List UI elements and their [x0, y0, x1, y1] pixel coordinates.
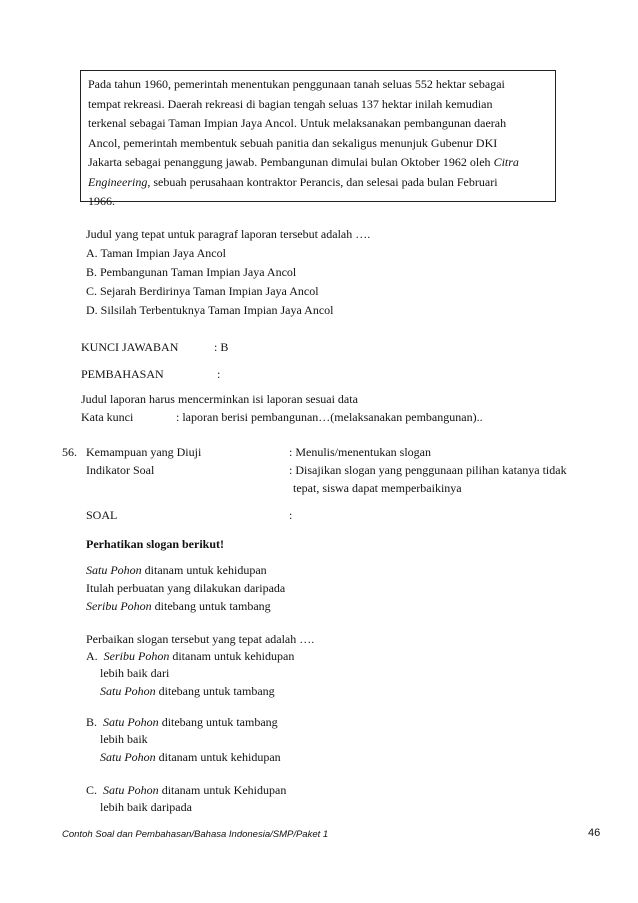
- discussion-value: :: [217, 367, 221, 381]
- q56-number: 56.: [62, 445, 77, 459]
- keyword-value: : laporan berisi pembangunan…(melaksanakan pembangunan)..: [176, 410, 483, 424]
- slogan-line-1: [86, 562, 267, 579]
- option-c-line-2: lebih baik daripada: [100, 800, 192, 814]
- page-number: 46: [588, 827, 601, 839]
- slogan-line-3-text: ditebang untuk tambang: [151, 599, 271, 613]
- option-c-prefix: C.: [86, 783, 104, 797]
- q55-option-b: B. Pembangunan Taman Impian Jaya Ancol: [86, 265, 297, 279]
- passage-line-5: [88, 153, 549, 173]
- slogan-line-1-text: ditanam untuk kehidupan: [141, 563, 267, 577]
- slogan-line-3-italic: Seribu Pohon: [86, 599, 152, 613]
- option-b-line-2: lebih baik: [100, 732, 148, 746]
- ability-label: Kemampuan yang Diuji: [86, 445, 202, 459]
- option-b-line-3: [100, 749, 281, 766]
- option-a-line-1-italic: Seribu Pohon: [103, 649, 170, 663]
- passage-line-6-text: , sebuah perusahaan kontraktor Perancis, dan selesai pada bulan Februari: [147, 174, 498, 189]
- answer-key-value: : B: [214, 340, 229, 354]
- passage-line-6-italic: Engineering: [88, 174, 148, 189]
- ability-value: : Menulis/menentukan slogan: [289, 445, 431, 459]
- passage-line-7: 1966.: [88, 194, 115, 208]
- option-a-line-3-text: ditebang untuk tambang: [155, 684, 275, 698]
- soal-label: SOAL: [86, 508, 118, 522]
- q56-question: Perbaikan slogan tersebut yang tepat adalah ….: [86, 632, 315, 646]
- soal-value: :: [289, 508, 293, 522]
- passage-line-5-italic: Citra: [493, 155, 519, 169]
- slogan-line-3: [86, 598, 271, 615]
- passage-line-3: terkenal sebagai Taman Impian Jaya Ancol. Untuk melaksanakan pembangunan daerah: [88, 116, 507, 130]
- passage-line-4: Ancol, pemerintah membentuk sebuah panitia dan sekaligus menunjuk Gubenur DKI: [88, 135, 498, 150]
- q55-option-c: C. Sejarah Berdirinya Taman Impian Jaya Ancol: [86, 284, 319, 298]
- passage-line-6: [88, 173, 549, 193]
- footer-title: Contoh Soal dan Pembahasan/Bahasa Indonesia/SMP/Paket 1: [62, 829, 329, 840]
- option-a-line-1-text: ditanam untuk kehidupan: [169, 649, 295, 663]
- option-b-line-3-italic: Satu Pohon: [100, 750, 156, 764]
- option-a-line-2: lebih baik dari: [100, 666, 170, 680]
- q56-instruction: Perhatikan slogan berikut!: [86, 537, 225, 551]
- indicator-label: Indikator Soal: [86, 463, 155, 477]
- slogan-line-1-italic: Satu Pohon: [86, 563, 142, 577]
- option-a-line-1: [86, 648, 294, 665]
- reading-passage-box: [80, 70, 556, 208]
- q55-question: Judul yang tepat untuk paragraf laporan tersebut adalah ….: [86, 227, 371, 241]
- discussion-text: Judul laporan harus mencerminkan isi laporan sesuai data: [81, 392, 358, 406]
- indicator-value-2: tepat, siswa dapat memperbaikinya: [293, 481, 462, 495]
- option-b-line-1-italic: Satu Pohon: [103, 715, 159, 729]
- q55-option-a: A. Taman Impian Jaya Ancol: [86, 246, 226, 260]
- option-b-line-3-text: ditanam untuk kehidupan: [155, 750, 281, 764]
- option-b-line-1-text: ditebang untuk tambang: [158, 715, 278, 729]
- keyword-label: Kata kunci: [81, 410, 134, 424]
- option-a-line-3: [100, 683, 275, 700]
- passage-line-2: tempat rekreasi. Daerah rekreasi di bagian tengah seluas 137 hektar inilah kemudian: [88, 96, 493, 111]
- option-b-prefix: B.: [86, 715, 104, 729]
- option-b-line-1: [86, 714, 278, 731]
- answer-key-label: KUNCI JAWABAN: [81, 340, 179, 354]
- option-c-line-1-italic: Satu Pohon: [103, 783, 159, 797]
- passage-line-1: Pada tahun 1960, pemerintah menentukan penggunaan tanah seluas 552 hektar sebagai: [88, 77, 505, 91]
- option-a-prefix: A.: [86, 649, 104, 663]
- option-c-line-1-text: ditanam untuk Kehidupan: [158, 783, 287, 797]
- q55-option-d: D. Silsilah Terbentuknya Taman Impian Jaya Ancol: [86, 303, 334, 317]
- slogan-line-2: Itulah perbuatan yang dilakukan daripada: [86, 581, 286, 595]
- passage-line-5-text: Jakarta sebagai penanggung jawab. Pembangunan dimulai bulan Oktober 1962 oleh: [88, 155, 491, 169]
- option-c-line-1: [86, 782, 286, 799]
- option-a-line-3-italic: Satu Pohon: [100, 684, 156, 698]
- discussion-label: PEMBAHASAN: [81, 367, 164, 381]
- indicator-value-1: : Disajikan slogan yang penggunaan pilihan katanya tidak: [289, 463, 567, 477]
